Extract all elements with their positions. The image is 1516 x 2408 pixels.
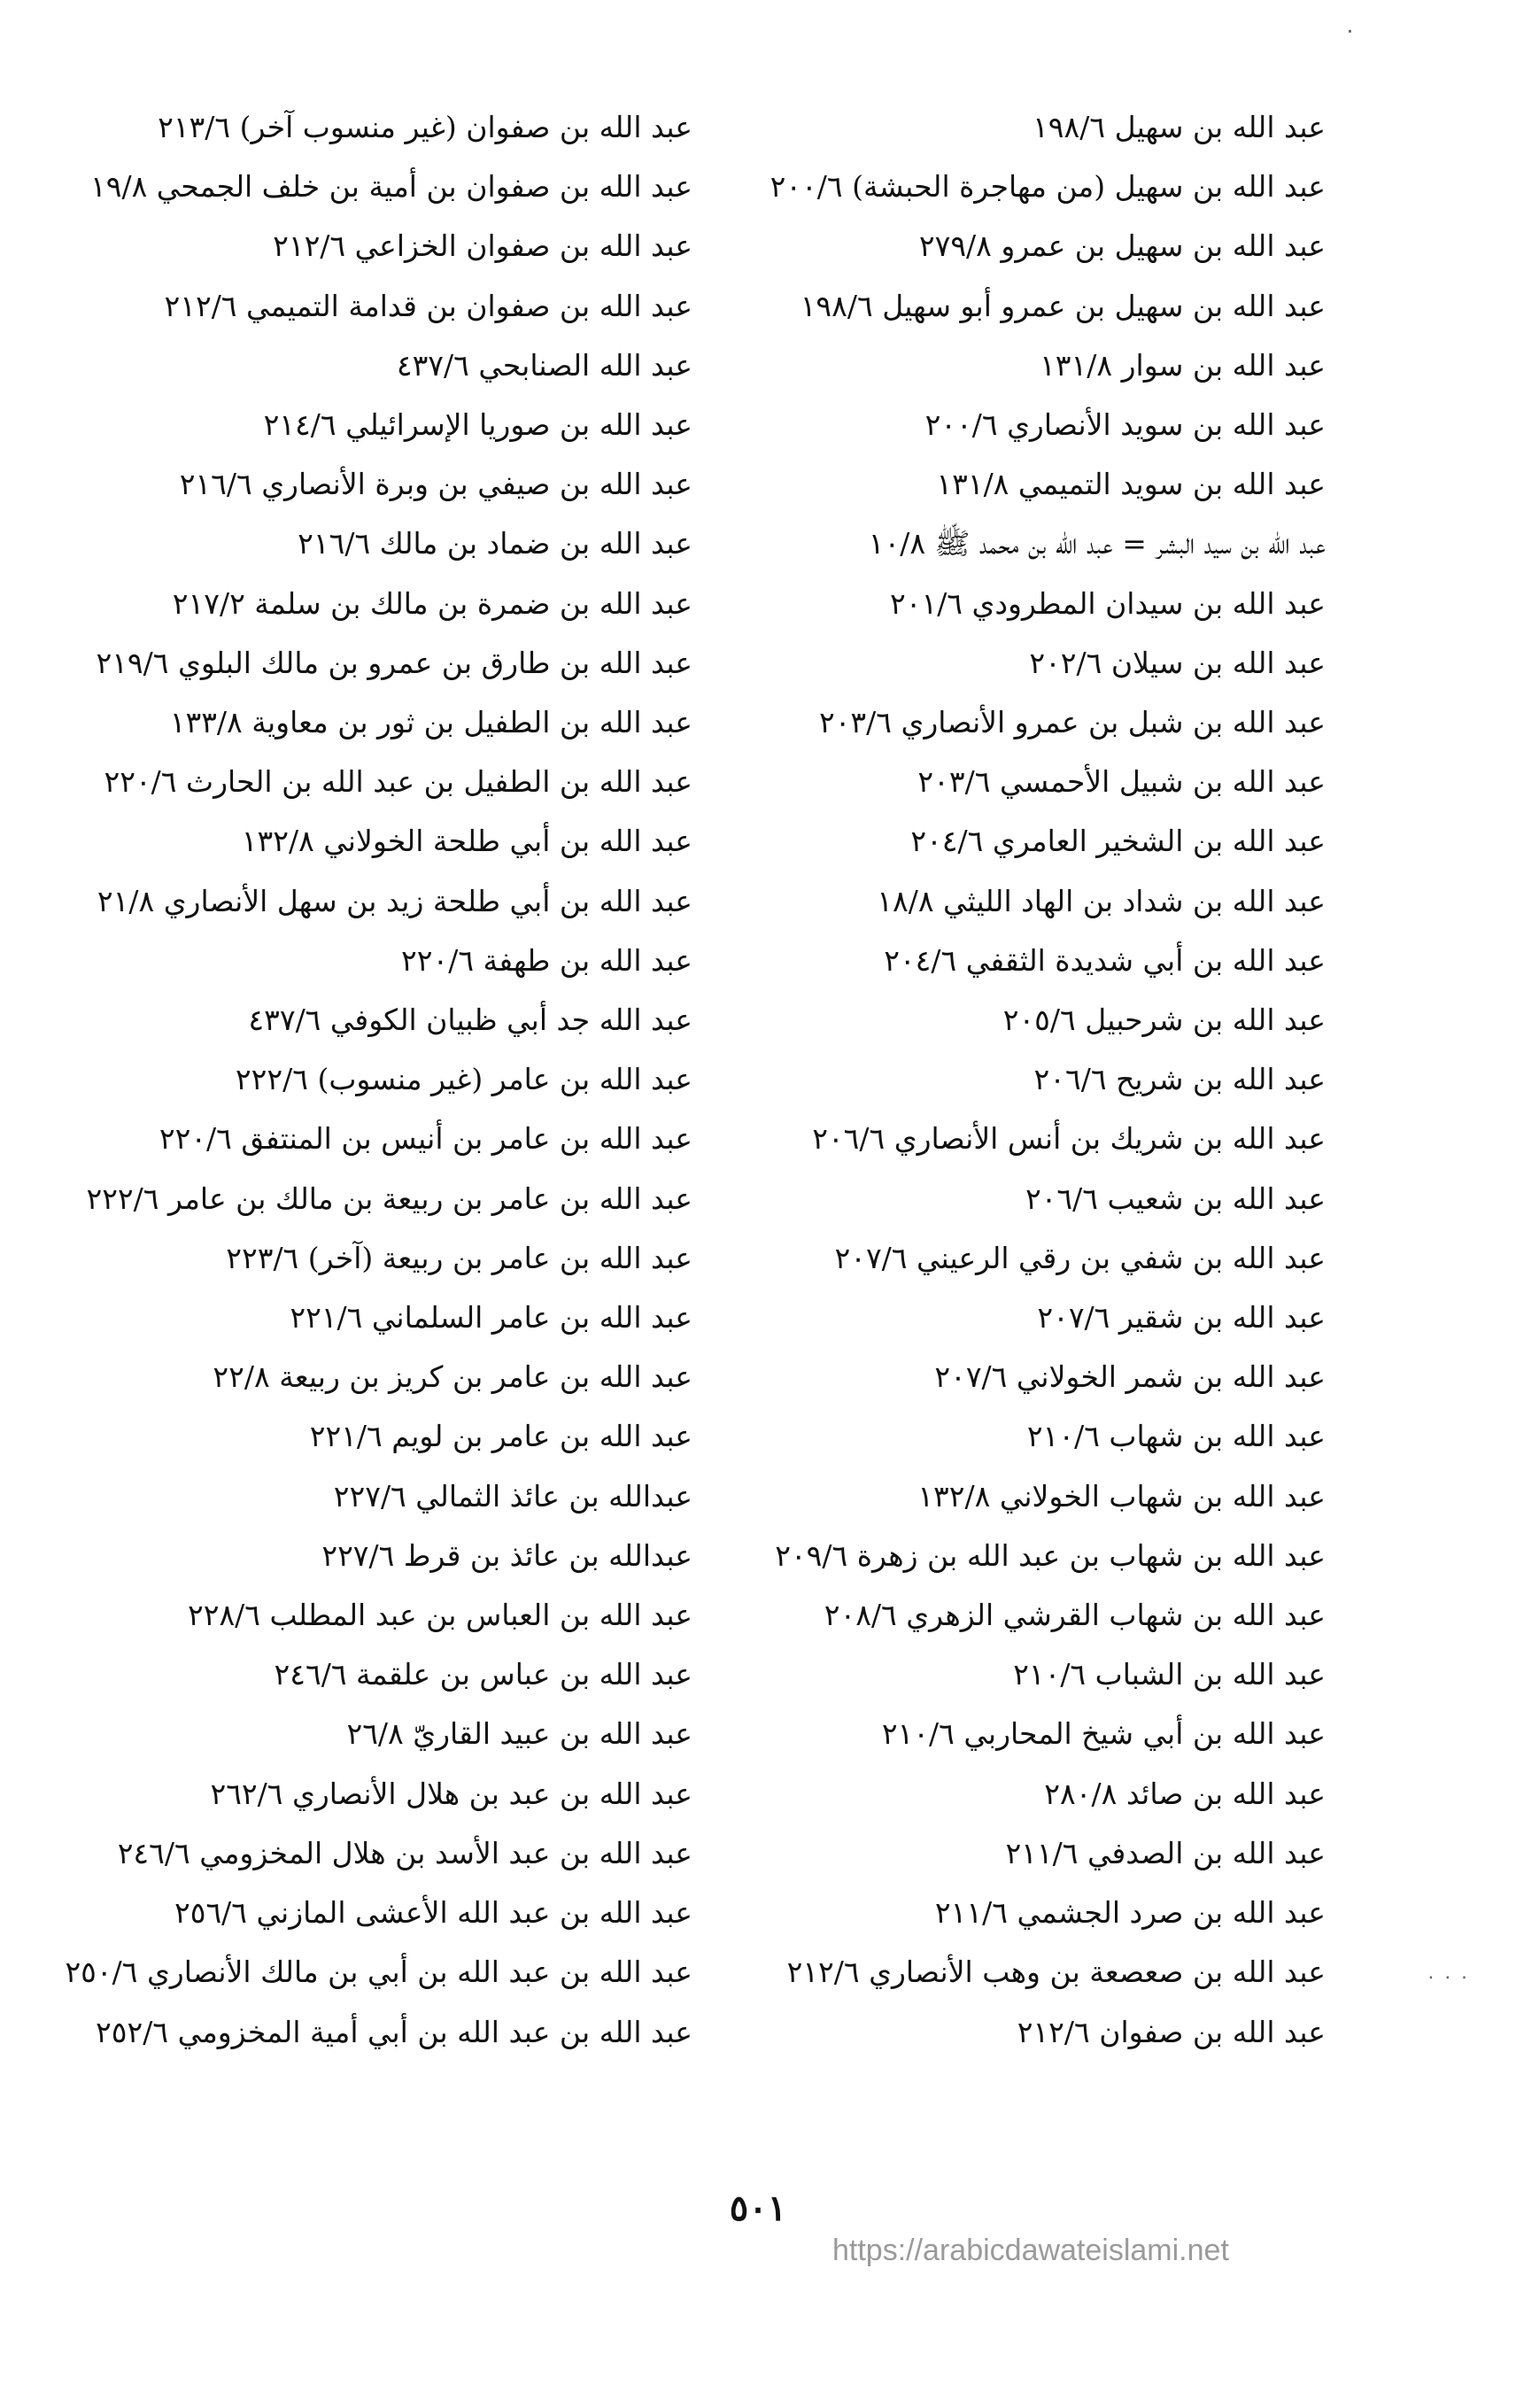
index-entry: عبد الله بن عبد الأسد بن هلال المخزومي ٢٤٦/٦ [117, 1835, 692, 1870]
scan-corner-mark: ٠ [1344, 18, 1356, 43]
index-entry: عبد الله بن أبي شيخ المحاربي ٢١٠/٦ [881, 1716, 1326, 1752]
index-entry: عبد الله بن ضمرة بن مالك بن سلمة ٢١٧/٢ [172, 585, 692, 621]
index-entry: عبد الله بن شريح ٢٠٦/٦ [1033, 1062, 1326, 1097]
index-entry: عبد الله بن سويد الأنصاري ٢٠٠/٦ [924, 407, 1326, 443]
index-entry: عبد الله بن عامر السلماني ٢٢١/٦ [290, 1300, 692, 1336]
index-entry: عبد الله بن ضماد بن مالك ٢١٦/٦ [298, 526, 692, 561]
index-entry: عبد الله بن شهاب القرشي الزهري ٢٠٨/٦ [824, 1598, 1326, 1633]
index-entry: عبد الله بن شرحبيل ٢٠٥/٦ [1002, 1003, 1326, 1038]
index-entry: عبد الله بن عامر بن ربيعة بن مالك بن عامر ٢٢٢/٦ [86, 1181, 692, 1216]
index-entry: عبد الله بن عبيد القاريّ ٢٦/٨ [346, 1716, 692, 1752]
index-entry: عبد الله بن صوريا الإسرائيلي ٢١٤/٦ [263, 407, 692, 443]
index-entry: عبد الله بن عبد الله بن أبي أمية المخزومي ٢٥٢/٦ [96, 2014, 692, 2049]
index-entry: عبد الله بن أبي طلحة الخولاني ١٣٢/٨ [241, 824, 692, 859]
index-entry: عبد الله بن شفي بن رقي الرعيني ٢٠٧/٦ [834, 1240, 1326, 1275]
index-entry: عبد الله بن الصدفي ٢١١/٦ [1005, 1835, 1326, 1870]
index-entry: عبد الله بن أبي شديدة الثقفي ٢٠٤/٦ [884, 942, 1326, 978]
index-entry: عبد الله بن سوار ١٣١/٨ [1040, 347, 1326, 383]
index-entry: عبد الله بن شهاب بن عبد الله بن زهرة ٢٠٩/٦ [775, 1537, 1326, 1573]
index-entry: عبد الله بن سويد التميمي ١٣١/٨ [936, 467, 1326, 502]
index-entry: عبد الله بن صفوان بن أمية بن خلف الجمحي ١٩/٨ [90, 169, 692, 205]
index-entry: عبد الله بن الطفيل بن ثور بن معاوية ١٣٣/٨ [169, 705, 692, 740]
index-entry: عبد الله بن الطفيل بن عبد الله بن الحارث ٢٢٠/٦ [104, 764, 692, 800]
index-entry: عبد الله بن عامر بن كريز بن ربيعة ٢٢/٨ [213, 1359, 692, 1395]
index-entry: عبد الله بن صائد ٢٨٠/٨ [1044, 1776, 1326, 1811]
index-entry: عبد الله بن العباس بن عبد المطلب ٢٢٨/٦ [188, 1598, 692, 1633]
index-entry: عبد الله بن صيفي بن وبرة الأنصاري ٢١٦/٦ [179, 467, 692, 502]
index-entry: عبد الله بن شمر الخولاني ٢٠٧/٦ [934, 1359, 1326, 1395]
index-entry: عبد الله بن سهيل بن عمرو أبو سهيل ١٩٨/٦ [800, 288, 1326, 323]
index-entry: عبد الله بن عبد الله بن أبي بن مالك الأنصاري ٢٥٠/٦ [65, 1955, 692, 1990]
index-entry: عبد الله بن صفوان ٢١٢/٦ [1017, 2014, 1326, 2049]
index-column-left [19, 97, 692, 2062]
index-entry: عبد الله بن سهيل بن عمرو ٢٧٩/٨ [918, 228, 1326, 264]
page-number: ٥٠١ [729, 2187, 787, 2229]
index-entry: عبد الله بن الشباب ٢١٠/٦ [1013, 1657, 1326, 1692]
index-entry: عبد الله بن عامر بن لويم ٢٢١/٦ [309, 1419, 692, 1454]
index-entry: عبد الله بن عبد الله الأعشى المازني ٢٥٦/٦ [174, 1895, 692, 1931]
index-entry: عبد الله بن شهاب الخولاني ١٣٢/٨ [917, 1478, 1326, 1514]
index-entry: عبد الله بن سيدان المطرودي ٢٠١/٦ [890, 585, 1326, 621]
index-entry: عبدالله بن عائذ الثمالي ٢٢٧/٦ [333, 1478, 692, 1514]
index-entry: عبد الله بن طارق بن عمرو بن مالك البلوي ٢١٩/٦ [96, 645, 692, 680]
index-entry: عبد الله الصنابحي ٤٣٧/٦ [396, 347, 692, 383]
index-entry: عبد الله بن شبل بن عمرو الأنصاري ٢٠٣/٦ [818, 705, 1326, 740]
index-entry: عبد الله بن صفوان (غير منسوب آخر) ٢١٣/٦ [158, 110, 692, 144]
index-entry: عبد الله بن شهاب ٢١٠/٦ [1026, 1419, 1326, 1454]
index-entry: عبد الله بن عامر (غير منسوب) ٢٢٢/٦ [235, 1062, 692, 1097]
index-entry: عبد الله بن سهيل ١٩٨/٦ [1033, 110, 1326, 144]
index-entry: عبد الله بن عبد بن هلال الأنصاري ٢٦٢/٦ [210, 1776, 692, 1811]
index-entry: عبد الله بن الشخير العامري ٢٠٤/٦ [910, 824, 1326, 859]
index-entry: عبد الله بن عباس بن علقمة ٢٤٦/٦ [274, 1657, 692, 1692]
index-entry: عبد الله بن سيد البشر = عبد الله بن محمد ﷺ ١٠/٨ [868, 526, 1326, 561]
index-entry: عبد الله جد أبي ظبيان الكوفي ٤٣٧/٦ [248, 1003, 692, 1038]
index-entry: عبد الله بن شداد بن الهاد الليثي ١٨/٨ [877, 883, 1326, 918]
index-entry: عبد الله بن سيلان ٢٠٢/٦ [1029, 645, 1326, 680]
index-entry: عبد الله بن عامر بن ربيعة (آخر) ٢٢٣/٦ [226, 1240, 692, 1275]
index-entry: عبد الله بن عامر بن أنيس بن المنتفق ٢٢٠/٦ [159, 1121, 692, 1157]
index-entry: عبد الله بن شبيل الأحمسي ٢٠٣/٦ [917, 764, 1326, 800]
index-entry: عبد الله بن شقير ٢٠٧/٦ [1037, 1300, 1326, 1336]
index-entry: عبد الله بن صفوان الخزاعي ٢١٢/٦ [273, 228, 692, 264]
scan-side-mark: ٠ ٠ ٠ [1426, 1966, 1470, 1988]
index-column-right [706, 97, 1326, 2062]
index-entry: عبدالله بن عائذ بن قرط ٢٢٧/٦ [321, 1537, 692, 1573]
index-entry: عبد الله بن صفوان بن قدامة التميمي ٢١٢/٦ [164, 288, 692, 323]
index-entry: عبد الله بن صعصعة بن وهب الأنصاري ٢١٢/٦ [786, 1955, 1326, 1990]
index-entry: عبد الله بن طهفة ٢٢٠/٦ [401, 942, 692, 978]
index-entry: عبد الله بن سهيل (من مهاجرة الحبشة) ٢٠٠/٦ [770, 169, 1326, 205]
index-entry: عبد الله بن أبي طلحة زيد بن سهل الأنصاري ٢١/٨ [97, 883, 692, 918]
watermark-url: https://arabicdawateislami.net [832, 2234, 1229, 2267]
index-entry: عبد الله بن شعيب ٢٠٦/٦ [1025, 1181, 1326, 1216]
index-entry: عبد الله بن صرد الجشمي ٢١١/٦ [934, 1895, 1326, 1931]
index-entry: عبد الله بن شريك بن أنس الأنصاري ٢٠٦/٦ [812, 1121, 1326, 1157]
